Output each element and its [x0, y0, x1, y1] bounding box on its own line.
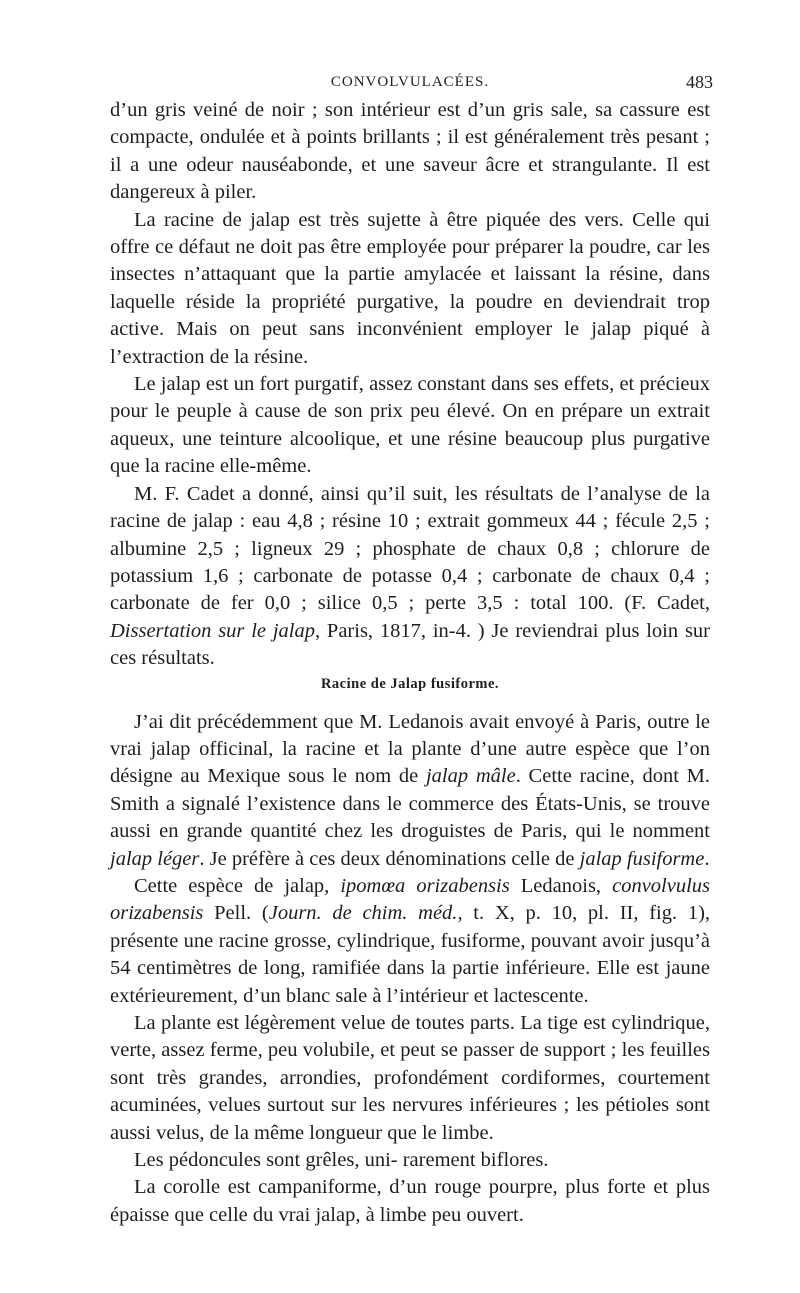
paragraph-6-text-d: , t. X, p. 10, pl. II, fig. 1), présente une racine grosse, cylindrique, fusiforme, pouvant avoir jusqu’à 54 centimètres de long, ramifiée dans la partie inférieure. Elle est jaune extérieurement, d’un blanc sale à l’intérieur et lactescente.: [110, 902, 711, 1007]
paragraph-4: [110, 481, 710, 673]
paragraph-2: La racine de jalap est très sujette à être piquée des vers. Celle qui offre ce défaut ne doit pas être employée pour préparer la poudre, car les insectes n’attaquant que la partie amylacée et laissant la résine, dans laquelle réside la propriété purgative, la poudre en deviendrait trop active. Mais on peut sans inconvénient employer le jalap piqué à l’extraction de la résine.: [110, 208, 710, 368]
chapter-title: CONVOLVULACÉES.: [330, 74, 490, 90]
paragraph-6-text-b: Ledanois,: [520, 874, 602, 897]
running-header: [110, 68, 713, 96]
paragraph-6-text-c: Pell. (: [214, 902, 269, 925]
paragraph-3: Le jalap est un fort purgatif, assez constant dans ses effets, et précieux pour le peuple à cause de son prix peu élevé. On en prépare un extrait aqueux, une teinture alcoolique, et une résine beaucoup plus purgative que la racine elle-même.: [110, 373, 710, 478]
paragraph-6-species-1: ipomœa orizabensis: [340, 874, 510, 897]
paragraph-6-species-2: convolvulus orizabensis: [110, 874, 711, 925]
paragraph-5-term-3: jalap fusiforme: [579, 847, 705, 870]
paragraph-5-term-1: jalap mâle: [425, 765, 516, 788]
paragraph-1: d’un gris veiné de noir ; son intérieur est d’un gris sale, sa cassure est compacte, ondulée et à points brillants ; il est généralement très pesant ; il a une odeur nauséabonde, et une saveur âcre et strangulante. Il est dangereux à piler.: [110, 99, 710, 204]
paragraph-5: [110, 709, 710, 873]
paragraph-5-text-d: .: [704, 847, 710, 870]
paragraph-6-text-a: Cette espèce de jalap,: [134, 874, 330, 897]
paragraph-6-journal: Journ. de chim. méd.: [268, 902, 458, 925]
paragraph-4-text-a: M. F. Cadet a donné, ainsi qu’il suit, les résultats de l’analyse de la racine de jalap : eau 4,8 ; résine 10 ; extrait gommeux 44 ; fécule 2,5 ; albumine 2,5 ; ligneux 29 ; phosphate de chaux 0,8 ; chlorure de potassium 1,6 ; carbonate de potasse 0,4 ; carbonate de chaux 0,4 ; carbonate de fer 0,0 ; silice 0,5 ; perte 3,5 : total 100. (F. Cadet,: [110, 482, 710, 615]
paragraph-4-text-b: , Paris, 1817, in-4. ) Je reviendrai plus loin sur ces résultats.: [110, 619, 711, 670]
paragraph-5-text-a: J’ai dit précédemment que M. Ledanois avait envoyé à Paris, outre le vrai jalap officinal, la racine et la plante d’une autre espèce que l’on désigne au Mexique sous le nom de: [110, 710, 710, 788]
paragraph-5-text-b: . Cette racine, dont M. Smith a signalé l’existence dans le commerce des États-Unis, se trouve aussi en grande quantité chez les droguistes de Paris, qui le nomment: [110, 765, 710, 843]
paragraph-6: [110, 873, 710, 1010]
paragraph-5-text-c: . Je préfère à ces deux dénominations celle de: [199, 847, 575, 870]
paragraph-9: La corolle est campaniforme, d’un rouge pourpre, plus forte et plus épaisse que celle du vrai jalap, à limbe peu ouvert.: [110, 1176, 710, 1226]
paragraph-7: La plante est légèrement velue de toutes parts. La tige est cylindrique, verte, assez ferme, peu volubile, et peut se passer de support ; les feuilles sont très grandes, arrondies, profondément cordiformes, courtement acuminées, velues surtout sur les nervures inférieures ; les pétioles sont aussi velus, de la même longueur que le limbe.: [110, 1012, 710, 1144]
page-number: 483: [686, 72, 713, 92]
paragraph-4-citation: Dissertation sur le jalap: [110, 619, 315, 642]
page-body: [110, 97, 710, 1229]
paragraph-8: Les pédoncules sont grêles, uni- rarement biflores.: [134, 1149, 549, 1172]
paragraph-5-term-2: jalap léger: [110, 847, 200, 870]
section-title: Racine de Jalap fusiforme.: [320, 675, 500, 692]
